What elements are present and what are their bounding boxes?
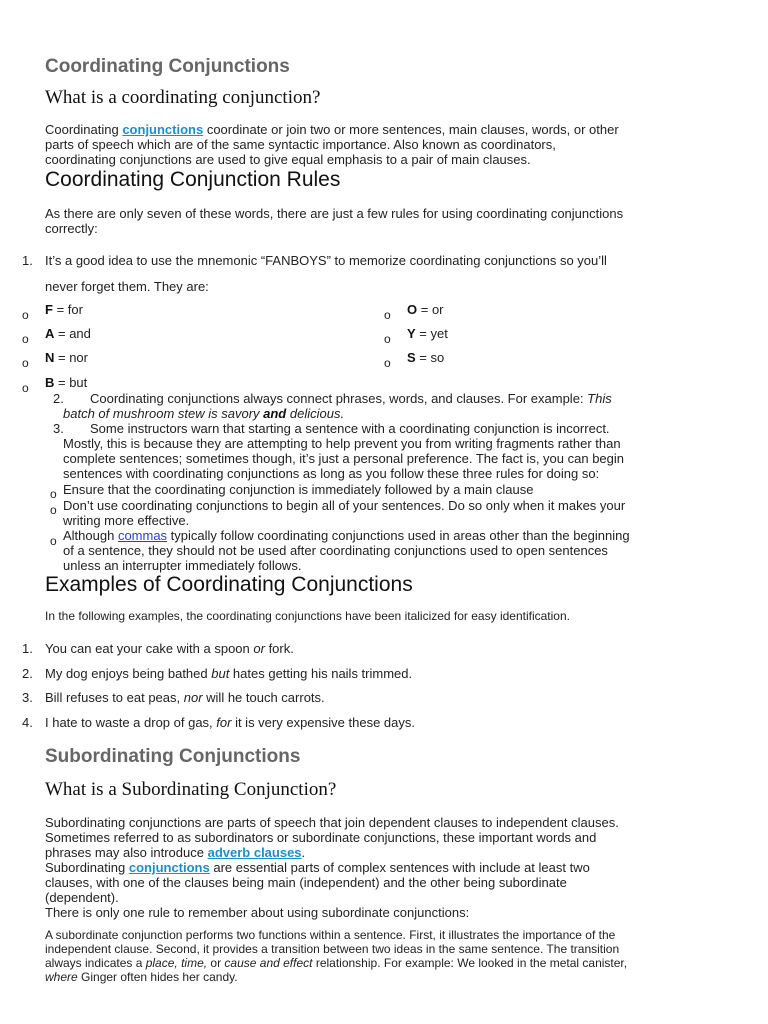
section-title-subordinating: Subordinating Conjunctions <box>45 746 301 767</box>
rule-3-line-4: sentences with coordinating conjunctions as long as you follow these three rules for doing so: <box>63 466 600 481</box>
subord-p4-line-3: always indicates a place, time, or cause and effect relationship. For example: We looked in the metal canister, <box>45 956 628 970</box>
subord-p4-line-1: A subordinate conjunction performs two functions within a sentence. First, it illustrates the importance of the <box>45 928 616 942</box>
example-3-number: 3. <box>22 690 33 705</box>
subord-p3: There is only one rule to remember about using subordinate conjunctions: <box>45 905 470 920</box>
bullet-icon: o <box>22 356 29 370</box>
bullet-icon: o <box>50 503 57 517</box>
rule-3-line-1: Some instructors warn that starting a sentence with a coordinating conjunction is incorrect. <box>90 421 610 436</box>
question-subordinating: What is a Subordinating Conjunction? <box>45 779 337 800</box>
bullet-icon: o <box>22 381 29 395</box>
example-4-number: 4. <box>22 715 33 730</box>
fanboys-item-y: Y = yet <box>407 326 448 341</box>
bullet-icon: o <box>22 308 29 322</box>
rule-1-number: 1. <box>22 253 33 268</box>
subord-p2-line-3: (dependent). <box>45 890 119 905</box>
bullet-icon: o <box>50 487 57 501</box>
conjunctions-link[interactable]: conjunctions <box>122 122 204 137</box>
intro-paragraph-line-3: coordinating conjunctions are used to give equal emphasis to a pair of main clauses. <box>45 152 531 167</box>
rules-heading: Coordinating Conjunction Rules <box>45 168 341 191</box>
rule-1-line-1: It’s a good idea to use the mnemonic “FANBOYS” to memorize coordinating conjunctions so you’ll <box>45 253 607 268</box>
rules-intro-line-1: As there are only seven of these words, there are just a few rules for using coordinating conjunctions <box>45 206 624 221</box>
intro-paragraph-line-2: parts of speech which are of the same syntactic importance. Also known as coordinators, <box>45 137 556 152</box>
intro-paragraph-line-1 <box>45 122 619 137</box>
commas-link[interactable]: commas <box>117 528 168 543</box>
adverb-clauses-link[interactable]: adverb clauses <box>207 845 302 860</box>
rule-2-line-2: batch of mushroom stew is savory and delicious. <box>63 406 345 421</box>
example-2: My dog enjoys being bathed but hates getting his nails trimmed. <box>45 666 413 681</box>
subord-p4-line-4: where Ginger often hides her candy. <box>45 970 238 984</box>
bullet-icon: o <box>22 332 29 346</box>
subord-p1-line-2: Sometimes referred to as subordinators or subordinate conjunctions, these important words and <box>45 830 597 845</box>
section-title-coordinating: Coordinating Conjunctions <box>45 56 290 77</box>
bullet-icon: o <box>384 308 391 322</box>
subrule-1: Ensure that the coordinating conjunction is immediately followed by a main clause <box>63 482 534 497</box>
subord-conjunctions-link[interactable]: conjunctions <box>128 860 210 875</box>
examples-heading: Examples of Coordinating Conjunctions <box>45 573 413 596</box>
example-2-number: 2. <box>22 666 33 681</box>
fanboys-item-n: N = nor <box>45 350 88 365</box>
fanboys-item-o: O = or <box>407 302 444 317</box>
subrule-3-line-3: unless an interrupter immediately follows. <box>63 558 302 573</box>
example-4: I hate to waste a drop of gas, for it is very expensive these days. <box>45 715 415 730</box>
intro-text-a: Coordinating <box>45 122 123 137</box>
rule-2-line-1: Coordinating conjunctions always connect phrases, words, and clauses. For example: This <box>90 391 612 406</box>
rule-2-number: 2. <box>53 391 64 406</box>
fanboys-item-b: B = but <box>45 375 88 390</box>
rule-1-line-2: never forget them. They are: <box>45 279 209 294</box>
examples-intro: In the following examples, the coordinating conjunctions have been italicized for easy identification. <box>45 609 570 623</box>
subord-p1-line-3: phrases may also introduce adverb clauses. <box>45 845 306 860</box>
fanboys-item-s: S = so <box>407 350 445 365</box>
fanboys-item-a: A = and <box>45 326 91 341</box>
subrule-2-line-2: writing more effective. <box>63 513 190 528</box>
subord-p1-line-1: Subordinating conjunctions are parts of speech that join dependent clauses to independent clauses. <box>45 815 619 830</box>
question-coordinating: What is a coordinating conjunction? <box>45 87 321 108</box>
intro-text-b: coordinate or join two or more sentences, main clauses, words, or other <box>203 122 619 137</box>
bullet-icon: o <box>384 332 391 346</box>
example-1: You can eat your cake with a spoon or fork. <box>45 641 294 656</box>
example-3: Bill refuses to eat peas, nor will he touch carrots. <box>45 690 325 705</box>
subord-p4-line-2: independent clause. Second, it provides a transition between two ideas in the same sentence. The transition <box>45 942 620 956</box>
example-1-number: 1. <box>22 641 33 656</box>
subord-p2-line-1: Subordinating conjunctions are essential parts of complex sentences with include at least two <box>45 860 590 875</box>
subrule-3-line-2: of a sentence, they should not be used after coordinating conjunctions used to open sentences <box>63 543 608 558</box>
rules-intro-line-2: correctly: <box>45 221 98 236</box>
subord-p2-line-2: clauses, with one of the clauses being main (independent) and the other being subordinate <box>45 875 567 890</box>
bullet-icon: o <box>50 534 57 548</box>
subrule-3-line-1: Although commas typically follow coordinating conjunctions used in areas other than the beginning <box>63 528 630 543</box>
rule-3-number: 3. <box>53 421 64 436</box>
rule-3-line-2: Mostly, this is because they are attempting to help prevent you from writing fragments rather than <box>63 436 621 451</box>
bullet-icon: o <box>384 356 391 370</box>
rule-3-line-3: complete sentences; sometimes though, it’s just a personal preference. The fact is, you can begin <box>63 451 624 466</box>
fanboys-item-f: F = for <box>45 302 83 317</box>
subrule-2-line-1: Don’t use coordinating conjunctions to begin all of your sentences. Do so only when it makes your <box>63 498 626 513</box>
